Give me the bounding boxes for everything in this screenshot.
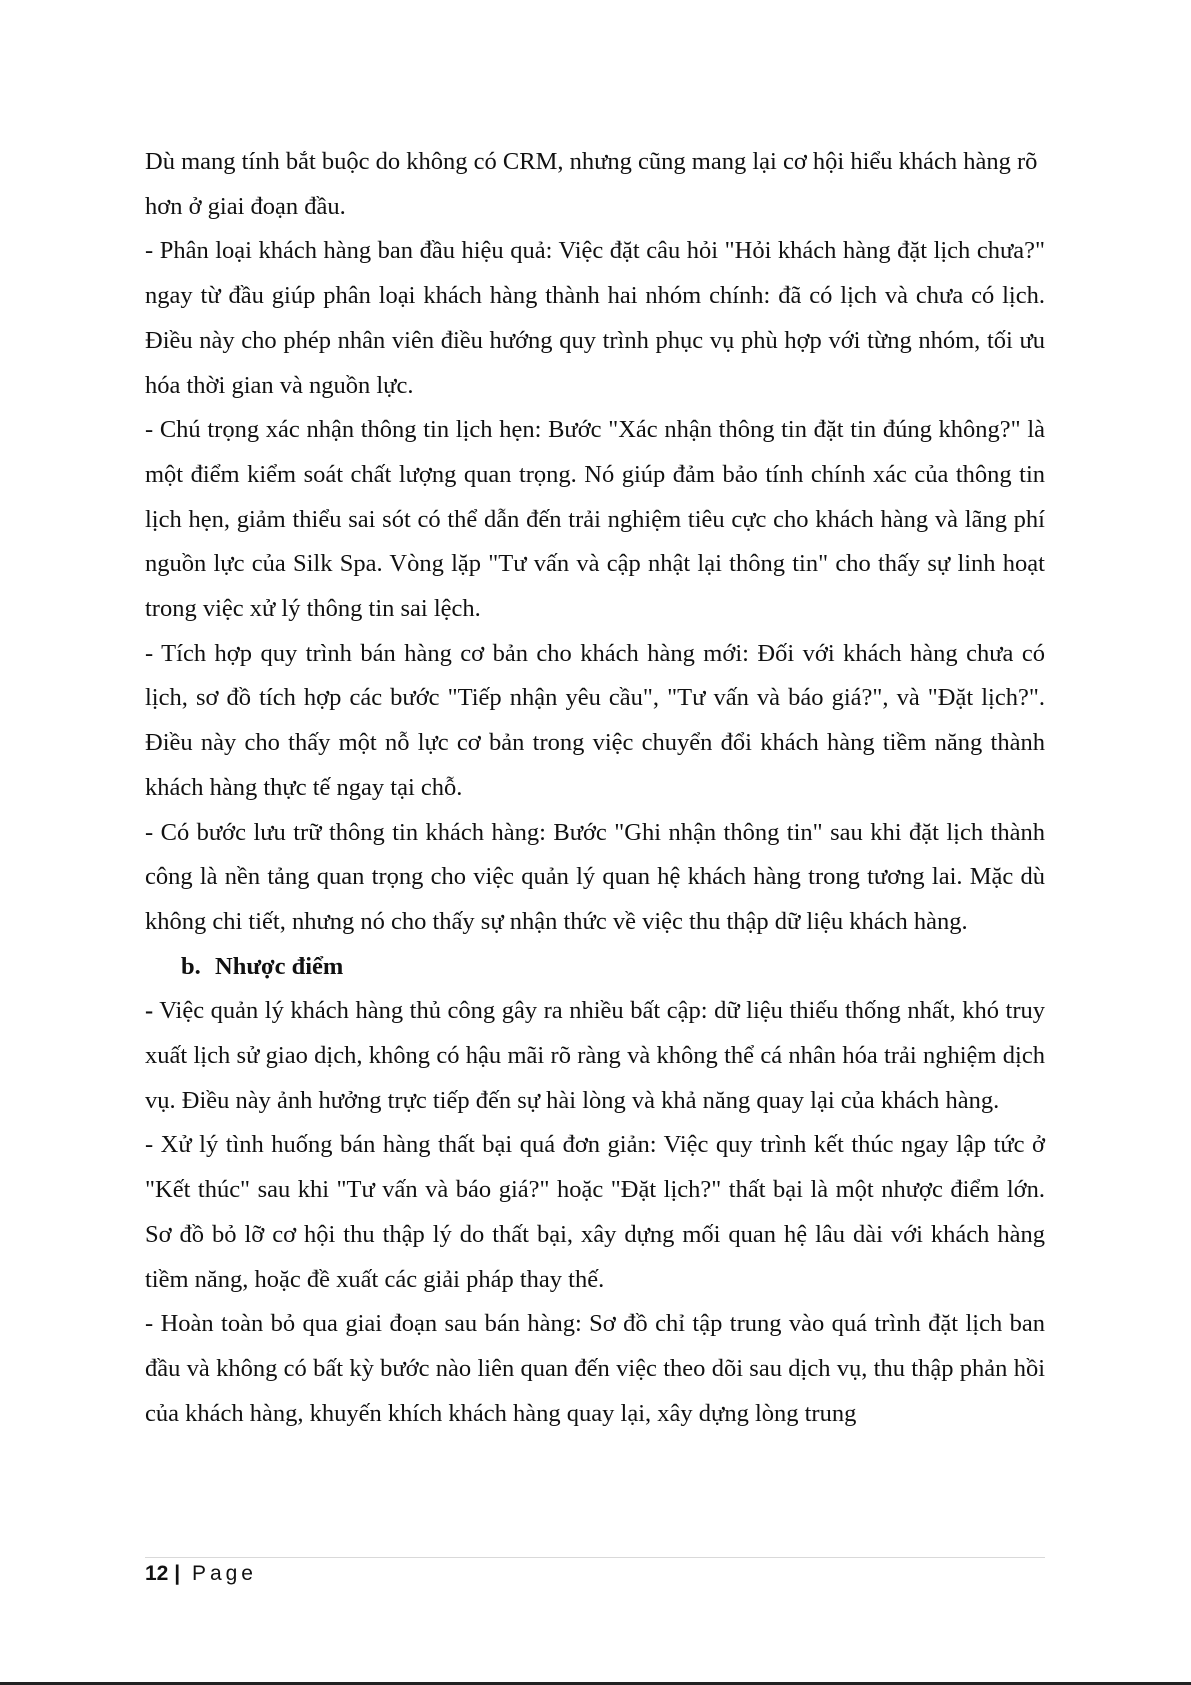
heading-text: Nhược điểm [215, 952, 344, 980]
page-separator: | [174, 1562, 181, 1585]
paragraph-post-sales-ignored: - Hoàn toàn bỏ qua giai đoạn sau bán hàng: Sơ đồ chỉ tập trung vào quá trình đặt lịch ban đầu và không có bất kỳ bước nào liên quan đến việc theo dõi sau dịch vụ, thu thập phản hồi của khách hàng, khuyến khích khách hàng quay lại, xây dựng lòng trung [145, 1310, 1045, 1427]
paragraph-appointment-confirmation: - Chú trọng xác nhận thông tin lịch hẹn: Bước "Xác nhận thông tin đặt tin đúng không?" là một điểm kiểm soát chất lượng quan trọng. Nó giúp đảm bảo tính chính xác của thông tin lịch hẹn, giảm thiểu sai sót có thể dẫn đến trải nghiệm tiêu cực cho khách hàng và lãng phí nguồn lực của Silk Spa. Vòng lặp "Tư vấn và cập nhật lại thông tin" cho thấy sự linh hoạt trong việc xử lý thông tin sai lệch. [145, 416, 1045, 623]
paragraph-crm-opportunity: Dù mang tính bắt buộc do không có CRM, nhưng cũng mang lại cơ hội hiểu khách hàng rõ hơn ở giai đoạn đầu. [145, 148, 1038, 220]
paragraph-customer-classification: - Phân loại khách hàng ban đầu hiệu quả: Việc đặt câu hỏi "Hỏi khách hàng đặt lịch chưa?" ngay từ đầu giúp phân loại khách hàng thành hai nhóm chính: đã có lịch và chưa có lịch. Điều này cho phép nhân viên điều hướng quy trình phục vụ phù hợp với từng nhóm, tối ưu hóa thời gian và nguồn lực. [145, 237, 1045, 399]
paragraph-manual-management-text: Việc quản lý khách hàng thủ công gây ra nhiều bất cập: dữ liệu thiếu thống nhất, khó truy xuất lịch sử giao dịch, không có hậu mãi rõ ràng và không thể cá nhân hóa trải nghiệm dịch vụ. Điều này ảnh hưởng trực tiếp đến sự hài lòng và khả năng quay lại của khách hàng. [145, 997, 1045, 1114]
heading-number: b. [181, 952, 201, 980]
paragraph-info-storage: - Có bước lưu trữ thông tin khách hàng: Bước "Ghi nhận thông tin" sau khi đặt lịch thành công là nền tảng quan trọng cho việc quản lý quan hệ khách hàng trong tương lai. Mặc dù không chi tiết, nhưng nó cho thấy sự nhận thức về việc thu thập dữ liệu khách hàng. [145, 818, 1045, 935]
page-number: 12 [145, 1562, 169, 1585]
bold-dash: - [145, 997, 154, 1025]
section-heading-disadvantages [145, 945, 1045, 990]
paragraph-sales-integration: - Tích hợp quy trình bán hàng cơ bản cho khách hàng mới: Đối với khách hàng chưa có lịch, sơ đồ tích hợp các bước "Tiếp nhận yêu cầu", "Tư vấn và báo giá?", và "Đặt lịch?". Điều này cho thấy một nỗ lực cơ bản trong việc chuyển đổi khách hàng tiềm năng thành khách hàng thực tế ngay tại chỗ. [145, 639, 1045, 801]
page-label: Page [191, 1562, 257, 1585]
footer-divider [145, 1557, 1045, 1558]
paragraph-manual-management [145, 989, 1045, 1123]
page-body [145, 140, 1045, 1436]
page-footer [145, 1560, 257, 1588]
paragraph-failed-sales-handling: - Xử lý tình huống bán hàng thất bại quá đơn giản: Việc quy trình kết thúc ngay lập tức ở "Kết thúc" sau khi "Tư vấn và báo giá?" hoặc "Đặt lịch?" thất bại là một nhược điểm lớn. Sơ đồ bỏ lỡ cơ hội thu thập lý do thất bại, xây dựng mối quan hệ lâu dài với khách hàng tiềm năng, hoặc đề xuất các giải pháp thay thế. [145, 1131, 1045, 1293]
